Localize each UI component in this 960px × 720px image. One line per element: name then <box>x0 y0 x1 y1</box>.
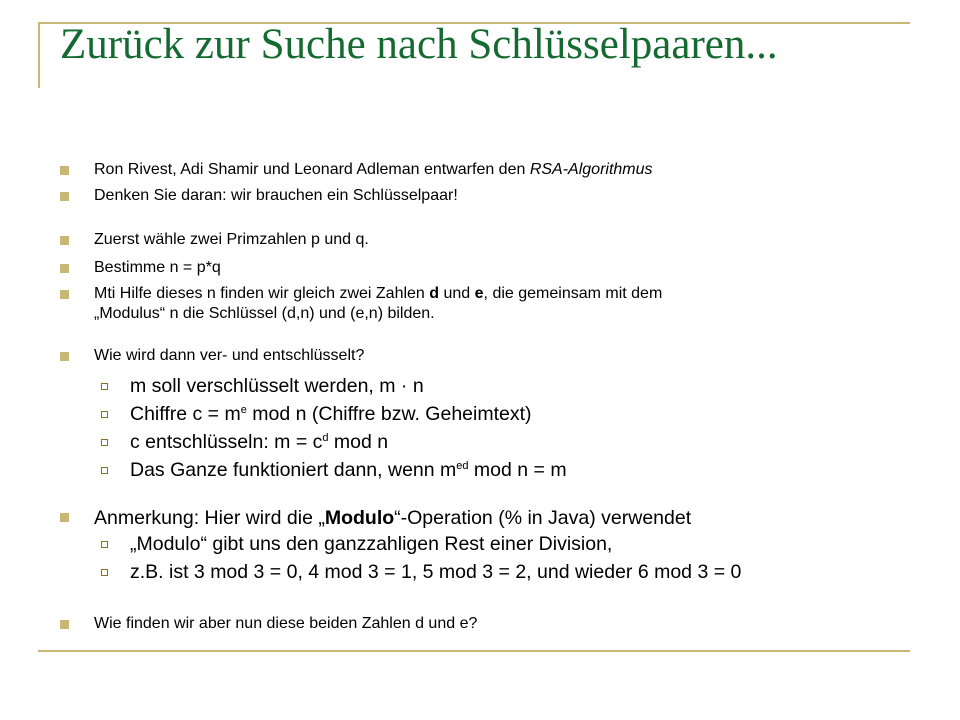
hollow-square-bullet-icon <box>101 439 108 446</box>
sub-bullet-text: mod n <box>328 431 389 453</box>
square-bullet-icon <box>60 236 69 245</box>
bullet-modulo-note <box>94 508 691 528</box>
sub-bullet-encrypt-m <box>130 376 424 396</box>
sub-bullet-modulo-example <box>130 562 741 582</box>
bullet-bold-e: e <box>474 285 484 302</box>
sub-bullet-text: mod n (Chiffre bzw. Geheimtext) <box>246 403 532 425</box>
bullet-text: Denken Sie daran: wir brauchen ein Schlüsselpaar! <box>94 187 458 204</box>
bullet-rsa-authors <box>94 160 653 180</box>
superscript-e: e <box>240 404 247 416</box>
square-bullet-icon <box>60 166 69 175</box>
sub-bullet-cipher <box>130 404 532 424</box>
bullet-bold-modulo: Modulo <box>324 507 395 529</box>
sub-bullet-text: z.B. ist 3 mod 3 = 0, 4 mod 3 = 1, 5 mod 3 = 2, und wieder 6 mod 3 = 0 <box>130 561 742 583</box>
sub-bullet-text: Das Ganze funktioniert dann, wenn m <box>130 459 457 481</box>
sub-bullet-text: c entschlüsseln: m = c <box>130 431 323 453</box>
bullet-text: Anmerkung: Hier wird die „ <box>94 507 325 529</box>
square-bullet-icon <box>60 352 69 361</box>
bullet-text: Mti Hilfe dieses n finden wir gleich zwei Zahlen <box>94 285 430 302</box>
bullet-compute-n <box>94 258 221 278</box>
superscript-ed: ed <box>456 460 469 472</box>
bullet-find-d-e <box>94 284 662 324</box>
square-bullet-icon <box>60 192 69 201</box>
sub-bullet-works <box>130 460 567 480</box>
bullet-text-line2: „Modulus“ n die Schlüssel (d,n) und (e,n) bilden. <box>94 305 435 322</box>
sub-bullet-text: „Modulo“ gibt uns den ganzzahligen Rest einer Division, <box>130 533 613 555</box>
square-bullet-icon <box>60 264 69 273</box>
slide-title: Zurück zur Suche nach Schlüsselpaaren... <box>60 21 778 68</box>
bullet-find-question <box>94 614 477 634</box>
bullet-bold-d: d <box>429 285 440 302</box>
sub-bullet-decrypt <box>130 432 388 452</box>
title-left-rule <box>38 22 40 88</box>
bullet-text: und <box>439 285 475 302</box>
hollow-square-bullet-icon <box>101 467 108 474</box>
hollow-square-bullet-icon <box>101 383 108 390</box>
bullet-text: Wie finden wir aber nun diese beiden Zahlen d und e? <box>94 615 478 632</box>
superscript-d: d <box>322 432 329 444</box>
bottom-rule <box>38 650 910 652</box>
bullet-text: Ron Rivest, Adi Shamir und Leonard Adleman entwarfen den <box>94 161 530 178</box>
bullet-italic-text: RSA-Algorithmus <box>529 161 653 178</box>
bullet-text: , die gemeinsam mit dem <box>483 285 663 302</box>
bullet-text: “-Operation (% in Java) verwendet <box>394 507 692 529</box>
sub-bullet-text: mod n = m <box>468 459 567 481</box>
hollow-square-bullet-icon <box>101 569 108 576</box>
bullet-text: Bestimme n = p*q <box>94 259 221 276</box>
bullet-keypair <box>94 186 458 206</box>
bullet-text: Zuerst wähle zwei Primzahlen p und q. <box>94 231 369 248</box>
bullet-primes <box>94 230 369 250</box>
square-bullet-icon <box>60 620 69 629</box>
sub-bullet-text: Chiffre c = m <box>130 403 241 425</box>
hollow-square-bullet-icon <box>101 541 108 548</box>
bullet-text: Wie wird dann ver- und entschlüsselt? <box>94 347 365 364</box>
sub-bullet-modulo-def <box>130 534 612 554</box>
hollow-square-bullet-icon <box>101 411 108 418</box>
bullet-encrypt-question <box>94 346 364 366</box>
sub-bullet-text: m soll verschlüsselt werden, m · n <box>130 375 424 397</box>
square-bullet-icon <box>60 513 69 522</box>
square-bullet-icon <box>60 290 69 299</box>
